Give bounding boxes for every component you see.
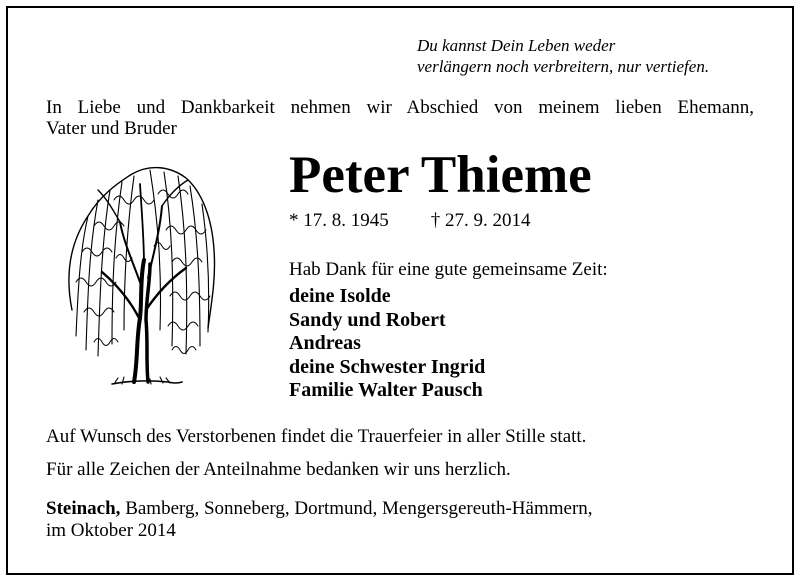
intro-text xyxy=(46,97,754,139)
weeping-willow-icon xyxy=(54,160,222,392)
places-and-date xyxy=(46,498,593,542)
thanks-line: Hab Dank für eine gute gemeinsame Zeit: xyxy=(289,259,608,280)
places-line xyxy=(46,498,593,520)
death-date: † 27. 9. 2014 xyxy=(430,210,531,231)
mourner-item: Sandy und Robert xyxy=(289,308,446,331)
mourner-item: Familie Walter Pausch xyxy=(289,379,483,401)
mourner-item: deine Schwester Ingrid xyxy=(289,355,486,378)
ceremony-notice: Auf Wunsch des Verstorbenen findet die Trauerfeier in aller Stille statt. xyxy=(46,426,587,447)
quote-line-2: verlängern noch verbreitern, nur vertiefen. xyxy=(417,57,710,76)
mourners-list xyxy=(289,285,485,403)
other-places: Bamberg, Sonneberg, Dortmund, Mengersgereuth-Hämmern, xyxy=(120,498,593,519)
birth-date: * 17. 8. 1945 xyxy=(289,210,389,231)
intro-line-1: In Liebe und Dankbarkeit nehmen wir Abschied von meinem lieben Ehemann, xyxy=(46,97,754,118)
epigraph-quote xyxy=(417,35,709,77)
mourner-item: deine Isolde xyxy=(289,285,391,307)
life-dates xyxy=(289,209,531,233)
notice-date: im Oktober 2014 xyxy=(46,520,176,541)
mourner-item: Andreas xyxy=(289,332,361,354)
deceased-name: Peter Thieme xyxy=(289,146,592,204)
intro-line-2: Vater und Bruder xyxy=(46,118,177,139)
home-town: Steinach, xyxy=(46,498,121,519)
quote-line-1: Du kannst Dein Leben weder xyxy=(417,36,616,55)
gratitude-notice: Für alle Zeichen der Anteilnahme bedanken wir uns herzlich. xyxy=(46,459,511,480)
